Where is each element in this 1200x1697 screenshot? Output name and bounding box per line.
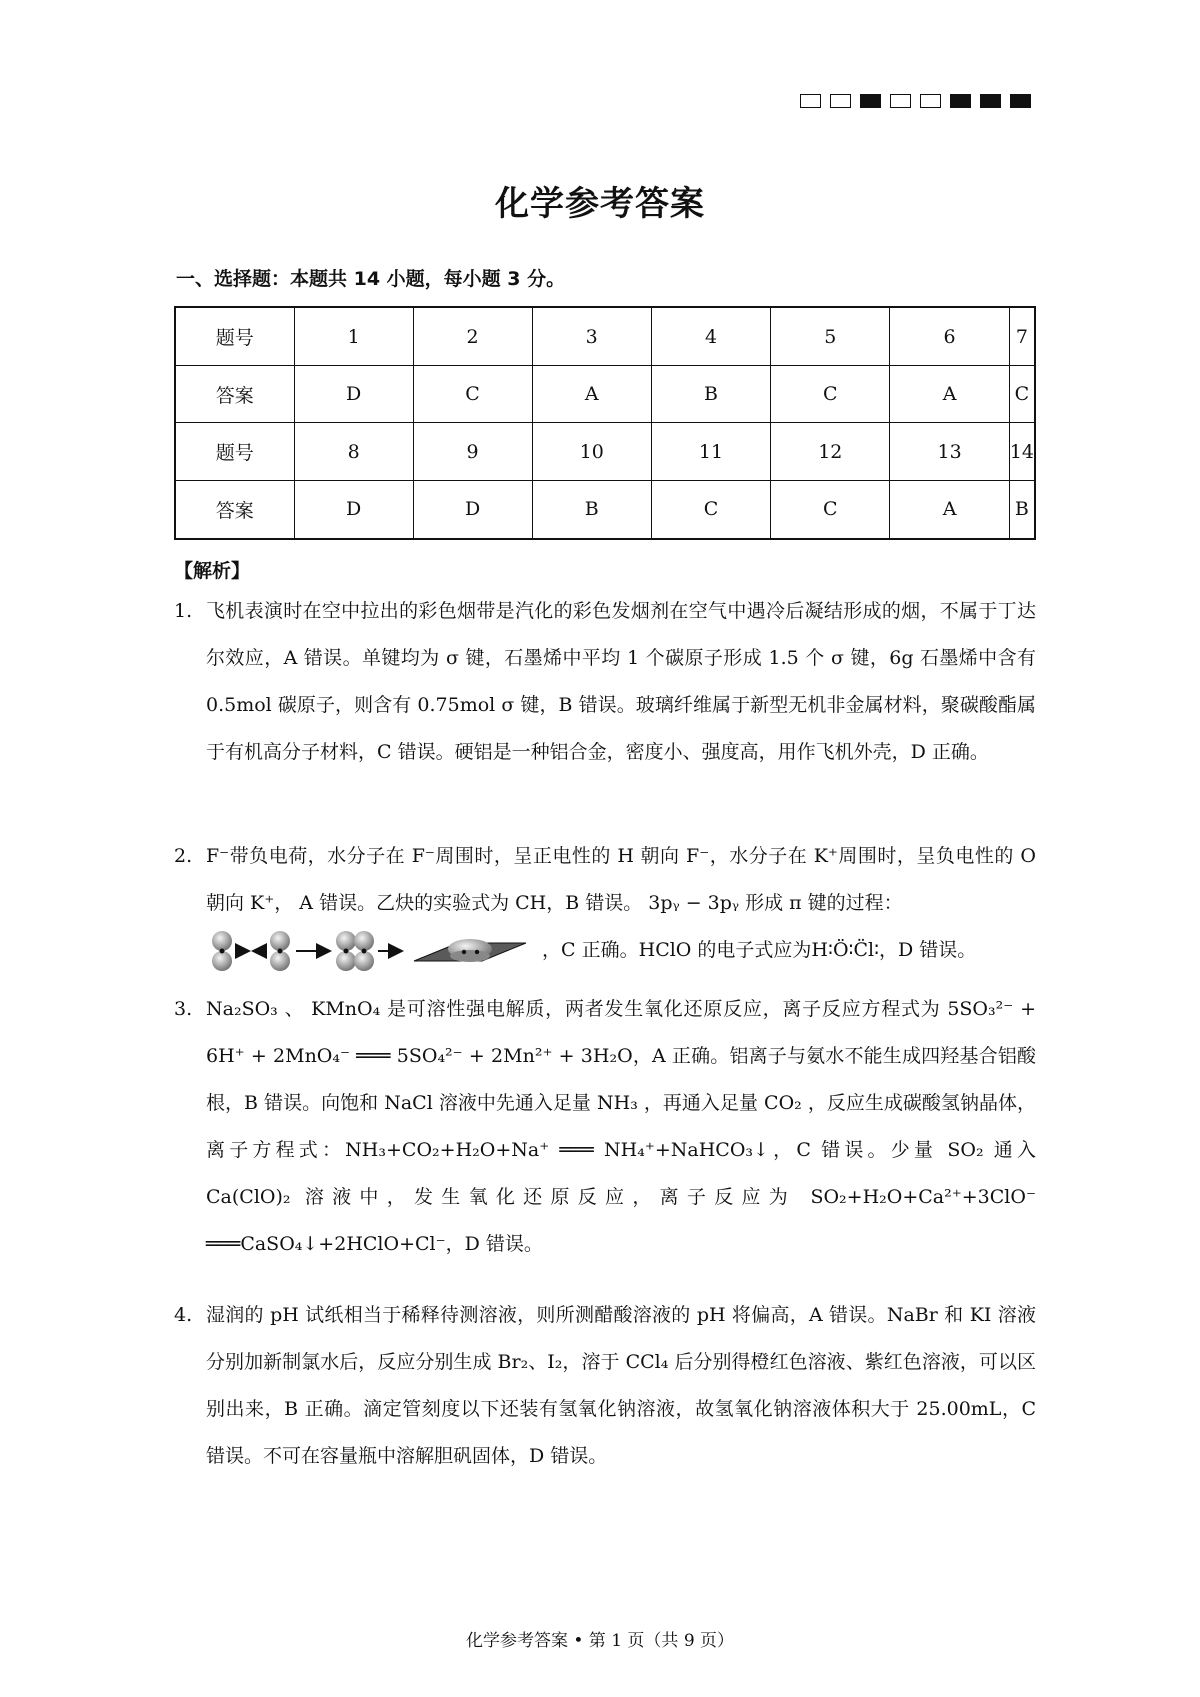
- table-cell: C: [413, 366, 532, 423]
- analysis-item-4: [174, 1292, 1036, 1480]
- row-header-cell: 题号: [175, 307, 294, 366]
- table-cell: A: [890, 366, 1009, 423]
- table-cell: C: [1009, 366, 1035, 423]
- header-mark: [980, 94, 1001, 108]
- item-text: F⁻带负电荷，水分子在 F⁻周围时，呈正电性的 H 朝向 F⁻，水分子在 K⁺周围时，呈负电性的 O 朝向 K⁺， A 错误。乙炔的实验式为 CH，B 错误。 3pᵧ − 3pᵧ 形成 π 键的过程：: [206, 845, 1036, 914]
- header-mark: [890, 94, 911, 108]
- pi-bond-diagram: [206, 929, 536, 973]
- table-cell: 13: [890, 423, 1009, 480]
- header-marks: [800, 94, 1031, 108]
- table-cell: D: [413, 480, 532, 539]
- header-mark: [1010, 94, 1031, 108]
- analysis-heading: 【解析】: [174, 560, 251, 582]
- table-cell: B: [532, 480, 651, 539]
- item-number: 4.: [174, 1304, 193, 1326]
- table-cell: 1: [294, 307, 413, 366]
- table-cell: 3: [532, 307, 651, 366]
- item-number: 2.: [174, 845, 193, 867]
- item-number: 3.: [174, 998, 193, 1020]
- header-mark: [950, 94, 971, 108]
- table-cell: 14: [1009, 423, 1035, 480]
- table-cell: A: [532, 366, 651, 423]
- table-cell: 12: [771, 423, 890, 480]
- table-row: [175, 423, 1035, 480]
- row-header-cell: 答案: [175, 366, 294, 423]
- table-cell: A: [890, 480, 1009, 539]
- answer-table: [174, 306, 1036, 540]
- analysis-item-2: [174, 833, 1036, 974]
- table-row: [175, 307, 1035, 366]
- table-cell: D: [294, 480, 413, 539]
- table-row: [175, 366, 1035, 423]
- table-cell: 9: [413, 423, 532, 480]
- table-cell: 11: [651, 423, 770, 480]
- table-cell: 6: [890, 307, 1009, 366]
- row-header-cell: 答案: [175, 480, 294, 539]
- header-mark: [920, 94, 941, 108]
- table-cell: 5: [771, 307, 890, 366]
- pi-bond-figure: [206, 929, 536, 973]
- analysis-item-3: [174, 986, 1036, 1268]
- table-cell: B: [651, 366, 770, 423]
- table-cell: 4: [651, 307, 770, 366]
- table-cell: 8: [294, 423, 413, 480]
- page-title: 化学参考答案: [495, 184, 705, 224]
- header-mark: [800, 94, 821, 108]
- table-cell: C: [771, 480, 890, 539]
- table-cell: 7: [1009, 307, 1035, 366]
- table-cell: C: [771, 366, 890, 423]
- analysis-item-1: [174, 588, 1036, 776]
- item-text: Na₂SO₃ 、 KMnO₄ 是可溶性强电解质，两者发生氧化还原反应，离子反应方程式为 5SO₃²⁻ + 6H⁺ + 2MnO₄⁻ ═══ 5SO₄²⁻ + 2Mn²⁺ + 3H₂O，A 正确。铝离子与氨水不能生成四羟基合铝酸根，B 错误。向饱和 NaCl 溶液中先通入足量 NH₃ ，再通入足量 CO₂ ，反应生成碳酸氢钠晶体，离子方程式：NH₃+CO₂+H₂O+Na⁺ ═══ NH₄⁺+NaHCO₃↓，C 错误。少量 SO₂ 通入 Ca(ClO)₂ 溶液中，发生氧化还原反应，离子反应为 SO₂+H₂O+Ca²⁺+3ClO⁻ ═══CaSO₄↓+2HClO+Cl⁻，D 错误。: [206, 998, 1036, 1255]
- page-footer: 化学参考答案 • 第 1 页（共 9 页）: [465, 1631, 735, 1651]
- table-cell: B: [1009, 480, 1035, 539]
- item-text: 湿润的 pH 试纸相当于稀释待测溶液，则所测醋酸溶液的 pH 将偏高，A 错误。NaBr 和 KI 溶液分别加新制氯水后，反应分别生成 Br₂、I₂，溶于 CCl₄ 后分别得橙红色溶液、紫红色溶液，可以区别出来，B 正确。滴定管刻度以下还装有氢氧化钠溶液，故氢氧化钠溶液体积大于 25.00mL，C 错误。不可在容量瓶中溶解胆矾固体，D 错误。: [206, 1304, 1036, 1467]
- table-cell: 2: [413, 307, 532, 366]
- item-text: 飞机表演时在空中拉出的彩色烟带是汽化的彩色发烟剂在空气中遇冷后凝结形成的烟，不属于丁达尔效应，A 错误。单键均为 σ 键，石墨烯中平均 1 个碳原子形成 1.5 个 σ 键，6g 石墨烯中含有 0.5mol 碳原子，则含有 0.75mol σ 键，B 错误。玻璃纤维属于新型无机非金属材料，聚碳酸酯属于有机高分子材料，C 错误。硬铝是一种铝合金，密度小、强度高，用作飞机外壳，D 正确。: [206, 600, 1036, 763]
- row-header-cell: 题号: [175, 423, 294, 480]
- item-text-continued: ，C 正确。HClO 的电子式应为H∶Ö∶C̈l∶，D 错误。: [542, 939, 977, 961]
- item-number: 1.: [174, 600, 193, 622]
- header-mark: [830, 94, 851, 108]
- section-heading: 一、选择题：本题共 14 小题，每小题 3 分。: [176, 268, 566, 290]
- table-cell: D: [294, 366, 413, 423]
- table-cell: C: [651, 480, 770, 539]
- table-cell: 10: [532, 423, 651, 480]
- table-row: [175, 480, 1035, 539]
- header-mark: [860, 94, 881, 108]
